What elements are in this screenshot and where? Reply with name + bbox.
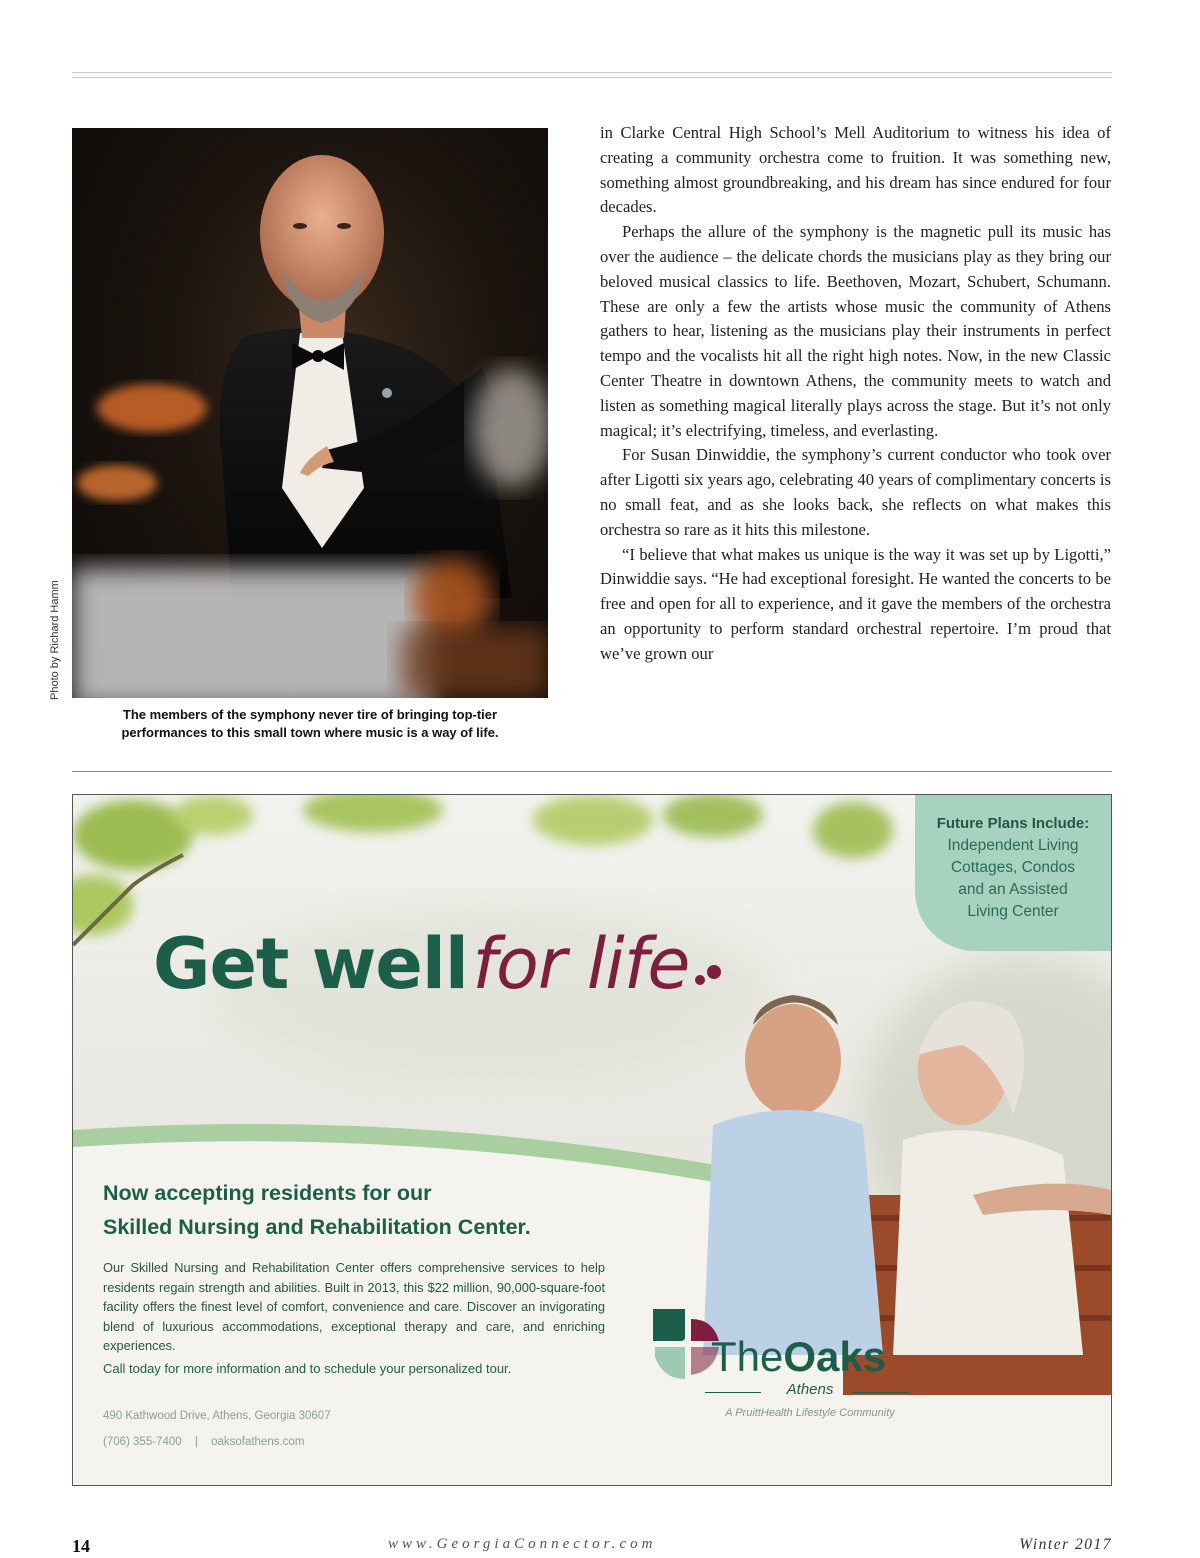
article-body — [600, 121, 1111, 746]
future-plans-title: Future Plans Include: — [936, 815, 1090, 832]
future-plans-line: Independent Living — [947, 837, 1079, 854]
top-rule-secondary — [72, 77, 1112, 78]
oaks-logo-name — [711, 1333, 886, 1381]
logo-location: Athens — [786, 1381, 834, 1398]
ad-phone: (706) 355-7400 — [103, 1436, 182, 1448]
ad-call-to-action: Call today for more information and to schedule your personalized tour. — [103, 1361, 512, 1376]
article-paragraph: in Clarke Central High School’s Mell Auditorium to witness his idea of creating a community orchestra come to fruition. It was something new, something almost groundbreaking, and his dream has since endured for four decades. — [600, 123, 1111, 217]
section-divider — [72, 771, 1112, 772]
photo-caption — [72, 706, 548, 742]
article-paragraph: For Susan Dinwiddie, the symphony’s current conductor who took over after Ligotti six years ago, celebrating 40 years of complimentary concerts is no small feat, and as she looks back, she reflects on what makes this orchestra so rare as it hits this milestone. — [600, 445, 1111, 539]
photo-credit: Photo by Richard Hamm — [49, 580, 61, 700]
conductor-photo — [72, 128, 548, 698]
caption-line-1: The members of the symphony never tire of bringing top-tier — [122, 707, 498, 722]
article-paragraph: “I believe that what makes us unique is the way it was set up by Ligotti,” Dinwiddie says. “He had exceptional foresight. He wanted the concerts to be free and open for all to experience, and it gave the members of the orchestra an opportunity to perform standard orchestral repertoire. I’m proud that we’ve grown our — [600, 544, 1111, 663]
footer-website[interactable]: www.GeorgiaConnector.com — [388, 1536, 657, 1552]
ad-headline — [153, 923, 724, 1005]
ad-contact — [103, 1436, 304, 1448]
future-plans-line: Living Center — [967, 903, 1059, 920]
ad-subheading-line-2: Skilled Nursing and Rehabilitation Center. — [103, 1215, 531, 1239]
future-plans-line: and an Assisted — [958, 881, 1068, 898]
logo-the: The — [711, 1333, 784, 1380]
ad-website[interactable]: oaksofathens.com — [211, 1436, 305, 1448]
ad-separator: | — [194, 1436, 198, 1448]
future-plans-panel — [915, 795, 1111, 951]
headline-part-2: for life — [472, 923, 690, 1005]
logo-tagline: A PruittHealth Lifestyle Community — [725, 1407, 895, 1419]
headline-part-1: Get well — [153, 923, 468, 1005]
ad-address: 490 Kathwood Drive, Athens, Georgia 30607 — [103, 1410, 331, 1422]
logo-rule-right — [853, 1392, 909, 1393]
page-number: 14 — [72, 1536, 90, 1556]
oaks-advertisement — [72, 794, 1112, 1486]
ad-body-text: Our Skilled Nursing and Rehabilitation Center offers comprehensive services to help residents regain strength and abilities. Built in 2013, this $22 million, 90,000-square-foot facility offers the finest level of comfort, convenience and care. Discover an invigorating blend of luxurious accommodations, exceptional therapy and care, and enriching experiences. — [103, 1260, 605, 1354]
top-rule — [72, 72, 1112, 73]
leaf-dots-icon — [694, 964, 724, 988]
footer-issue: Winter 2017 — [1019, 1536, 1112, 1553]
caption-line-2: performances to this small town where music is a way of life. — [121, 725, 499, 740]
ad-subheading-line-1: Now accepting residents for our — [103, 1181, 432, 1205]
article-paragraph: Perhaps the allure of the symphony is the magnetic pull its music has over the audience – the delicate chords the musicians play as they bring our beloved musical classics to life. Beethoven, Mozart, Schubert, Schumann. These are only a few the artists whose music the community of Athens gathers to hear, listening as the musicians play their instruments in perfect tempo and the vocalists hit all the right high notes. Now, in the new Classic Center Theatre in downtown Athens, the community meets to watch and listen as something magical literally plays across the stage. But it’s not only magical; it’s electrifying, timeless, and everlasting. — [600, 222, 1111, 440]
logo-oaks: Oaks — [783, 1333, 887, 1380]
future-plans-line: Cottages, Condos — [950, 859, 1076, 876]
